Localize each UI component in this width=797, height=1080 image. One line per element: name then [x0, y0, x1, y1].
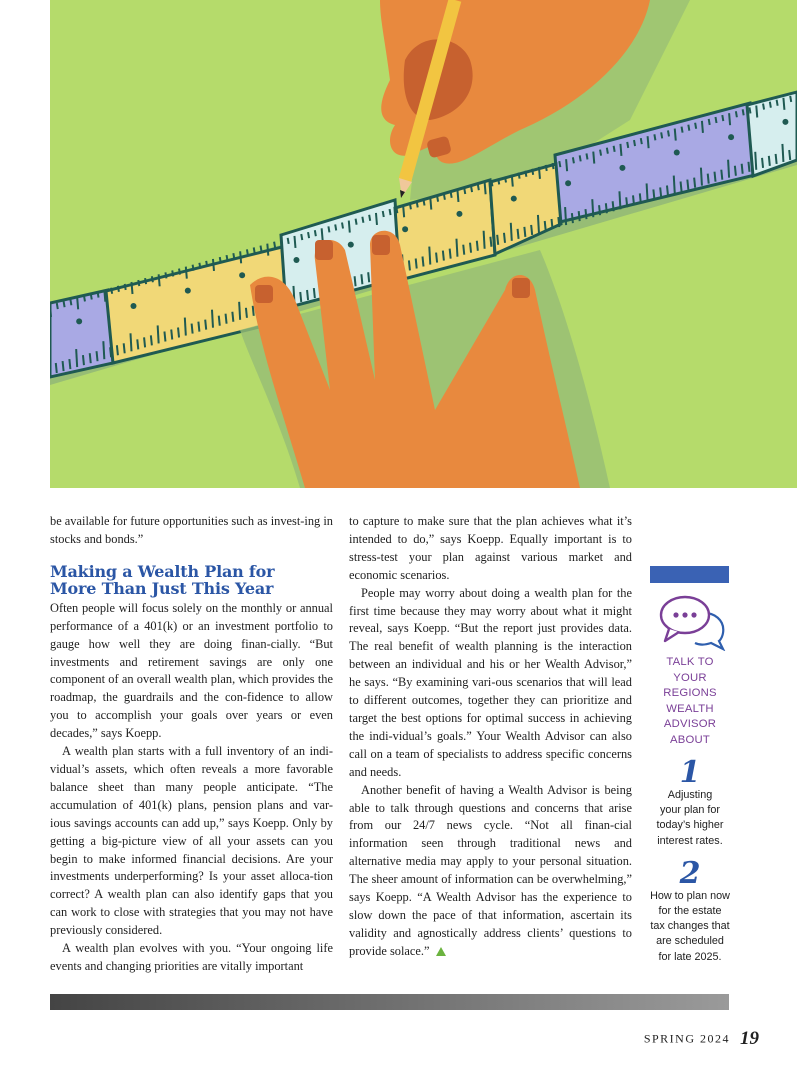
ruler-hands-illustration	[50, 0, 797, 488]
ruler-tick-top	[322, 228, 323, 240]
issue-season: SPRING 2024	[643, 1031, 730, 1046]
ruler-tick-top	[254, 247, 255, 253]
ruler-tick-bottom	[701, 168, 702, 186]
ruler-tick-top	[437, 196, 438, 202]
ruler-tick-top	[532, 169, 533, 175]
ruler-tick-top	[600, 150, 601, 156]
ruler-tick-top	[240, 251, 241, 263]
ruler-tick-top	[777, 100, 778, 106]
ruler-tick-bottom	[205, 320, 206, 330]
ruler-tick-top	[138, 280, 139, 286]
lower-middle-nail	[372, 235, 390, 255]
ruler-tick-top	[261, 246, 262, 252]
ruler-tick-top	[152, 276, 153, 282]
ruler-dot	[782, 119, 788, 125]
column2-paragraph-3	[349, 782, 632, 961]
ruler-dot	[565, 180, 571, 186]
ruler-tick-bottom	[117, 345, 118, 355]
ruler-tick-bottom	[110, 347, 111, 357]
ruler-tick-bottom	[565, 207, 566, 225]
ruler-tick-top	[328, 226, 329, 232]
ruler-tick-bottom	[626, 197, 627, 207]
article-column-2	[349, 513, 632, 961]
ruler-tick-top	[410, 203, 411, 209]
ruler-tick-bottom	[511, 223, 512, 241]
ruler-tick-bottom	[470, 243, 471, 253]
article-column-1	[50, 513, 333, 976]
ruler-tick-top	[376, 213, 377, 225]
ruler-tick-top	[566, 159, 567, 171]
ruler-tick-bottom	[640, 193, 641, 203]
ruler-tick-top	[145, 278, 146, 284]
ruler-dot	[728, 134, 734, 140]
lower-ring-nail	[315, 240, 333, 260]
ruler-dot	[456, 211, 462, 217]
ruler-tick-top	[634, 140, 635, 146]
callout-line: WEALTH	[666, 702, 714, 715]
ruler-tick-bottom	[572, 213, 573, 223]
ruler-tick-top	[648, 136, 649, 148]
column1-paragraph-1: Often people will focus solely on the monthly or annual performance of a 401(k) or an investment portfolio to gauge how well they are doing finan-cially. “But investments and retirement savings are only one component of an overall wealth plan, which provides the roadmap, the guardrails and the con-fidence to allow you to accomplish your goals over years or even decades,” says Koepp.	[50, 600, 333, 741]
ruler-tick-top	[573, 157, 574, 163]
ruler-tick-bottom	[545, 221, 546, 231]
ruler-tick-top	[233, 253, 234, 259]
ruler-tick-bottom	[76, 349, 77, 367]
ruler-tick-top	[349, 221, 350, 233]
column1-paragraph-2: A wealth plan starts with a full inventory of an indi-vidual’s assets, which often reveals a more favorable balance sheet than many people anticipate. “The accumulation of 401(k) plans, pension plans and var-ious savings accounts can add up,” says Koepp. Only by getting a big-picture view of all your assets can you begin to make informed financial decisions. Are your investments underperforming? Is your asset alloca-tion correct? A wealth plan can also identify gaps that you can work to close with strategies that you may not have previously considered.	[50, 744, 333, 938]
ruler-tick-bottom	[592, 199, 593, 217]
ruler-tick-bottom	[538, 215, 539, 233]
page-number: 19	[740, 1028, 759, 1049]
ruler-dot	[511, 196, 517, 202]
ruler-tick-top	[749, 107, 750, 113]
ruler-segment-blue-left	[50, 290, 113, 377]
sidebar-callout-text	[645, 655, 735, 748]
ruler-dot	[130, 303, 136, 309]
ruler-tick-top	[668, 130, 669, 136]
ruler-tick-top	[390, 209, 391, 215]
sidebar-item-number-1: 1	[679, 755, 701, 790]
item-line: How to plan now	[650, 889, 730, 902]
ruler-tick-bottom	[219, 316, 220, 326]
ruler-tick-bottom	[776, 154, 777, 164]
ruler-tick-top	[430, 198, 431, 210]
ruler-tick-bottom	[130, 333, 131, 351]
ruler-tick-bottom	[314, 288, 315, 298]
ruler-tick-bottom	[232, 312, 233, 322]
ruler-tick-bottom	[606, 203, 607, 213]
ruler-tick-top	[682, 127, 683, 133]
lower-thumb-nail	[512, 278, 530, 298]
ruler-tick-top	[424, 200, 425, 206]
ruler-tick-bottom	[83, 355, 84, 365]
ruler-tick-bottom	[423, 257, 424, 267]
ruler-tick-top	[91, 293, 92, 299]
ruler-tick-top	[227, 255, 228, 261]
ruler-tick-top	[688, 125, 689, 131]
sidebar-accent-bar	[650, 566, 729, 583]
ruler-tick-bottom	[708, 174, 709, 184]
ruler-tick-bottom	[735, 166, 736, 176]
ruler-tick-top	[98, 292, 99, 298]
ruler-tick-bottom	[599, 205, 600, 215]
ruler-tick-bottom	[667, 185, 668, 195]
ruler-tick-top	[702, 121, 703, 133]
ruler-tick-bottom	[355, 276, 356, 286]
ruler-tick-bottom	[558, 217, 559, 227]
ruler-tick-bottom	[769, 156, 770, 166]
item-line: today’s higher	[656, 819, 724, 832]
ruler-tick-bottom	[239, 302, 240, 320]
ruler-tick-bottom	[484, 231, 485, 249]
ruler-tick-top	[383, 211, 384, 217]
ruler-tick-top	[620, 144, 621, 156]
ruler-dot	[239, 272, 245, 278]
ruler-tick-top	[553, 163, 554, 169]
ruler-tick-bottom	[307, 290, 308, 300]
ruler-tick-top	[451, 192, 452, 198]
sidebar-item-2	[645, 889, 735, 965]
ruler-tick-top	[756, 106, 757, 118]
ruler-tick-top	[84, 295, 85, 301]
lower-pinky-nail	[255, 285, 273, 303]
ruler-tick-bottom	[681, 182, 682, 192]
ruler-tick-top	[64, 301, 65, 307]
ruler-tick-bottom	[789, 150, 790, 160]
ruler-tick-bottom	[477, 241, 478, 251]
ruler-tick-top	[709, 119, 710, 125]
ruler-tick-top	[301, 234, 302, 240]
page-folio	[644, 1028, 759, 1050]
ruler-tick-top	[50, 305, 51, 317]
ruler-tick-top	[763, 104, 764, 110]
ruler-tick-bottom	[164, 331, 165, 341]
ruler-tick-top	[485, 182, 486, 194]
ruler-tick-top	[654, 134, 655, 140]
ruler-tick-bottom	[158, 325, 159, 343]
speech-bubbles-icon	[645, 593, 735, 651]
ruler-tick-top	[356, 219, 357, 225]
ruler-dot	[619, 165, 625, 171]
ruler-tick-bottom	[226, 314, 227, 324]
ruler-tick-bottom	[368, 272, 369, 282]
ruler-tick-bottom	[63, 361, 64, 371]
ruler-tick-top	[519, 173, 520, 179]
ruler-segment-cyan-right	[747, 92, 797, 176]
ruler-tick-bottom	[531, 225, 532, 235]
ruler-tick-top	[661, 132, 662, 138]
ruler-tick-top	[512, 175, 513, 187]
ruler-tick-bottom	[694, 178, 695, 188]
ruler-tick-top	[607, 148, 608, 154]
ruler-tick-top	[70, 299, 71, 305]
ruler-tick-bottom	[755, 152, 756, 170]
ruler-dot	[76, 318, 82, 324]
ruler-tick-bottom	[782, 144, 783, 162]
ruler-tick-top	[716, 117, 717, 123]
ruler-tick-bottom	[585, 209, 586, 219]
ruler-tick-top	[308, 232, 309, 238]
callout-line: TALK TO	[666, 656, 714, 668]
item-line: tax changes that	[650, 920, 730, 933]
ruler-tick-top	[580, 155, 581, 161]
ruler-tick-bottom	[653, 189, 654, 199]
ruler-tick-top	[491, 180, 492, 186]
heading-line-1: Making a Wealth Plan for	[50, 561, 275, 581]
item-line: Adjusting	[667, 789, 713, 801]
ruler-tick-top	[417, 201, 418, 207]
ruler-tick-bottom	[124, 343, 125, 353]
ruler-tick-bottom	[660, 187, 661, 197]
ruler-tick-bottom	[192, 324, 193, 334]
ruler-tick-bottom	[613, 201, 614, 211]
ruler-tick-top	[546, 165, 547, 171]
item-line: interest rates.	[657, 834, 723, 847]
end-of-article-triangle-icon	[436, 947, 446, 956]
ruler-tick-bottom	[409, 260, 410, 270]
ruler-tick-bottom	[212, 310, 213, 328]
ruler-tick-bottom	[300, 292, 301, 302]
ruler-tick-bottom	[178, 328, 179, 338]
ruler-tick-bottom	[69, 359, 70, 369]
ruler-tick-top	[464, 188, 465, 194]
ruler-tick-bottom	[762, 158, 763, 168]
item-line: are scheduled	[656, 935, 724, 948]
ruler-tick-bottom	[552, 219, 553, 229]
ruler-tick-bottom	[198, 322, 199, 332]
ruler-tick-top	[770, 102, 771, 108]
ruler-tick-top	[131, 282, 132, 294]
ruler-tick-top	[471, 186, 472, 192]
ruler-tick-bottom	[524, 227, 525, 237]
ruler-tick-top	[288, 238, 289, 244]
ruler-tick-top	[457, 190, 458, 202]
ruler-tick-top	[247, 249, 248, 255]
ruler-tick-bottom	[742, 164, 743, 174]
ruler-dot	[185, 288, 191, 294]
ruler-tick-top	[403, 205, 404, 217]
ruler-tick-bottom	[647, 183, 648, 201]
sidebar-item-number-2: 2	[679, 855, 701, 891]
column1-paragraph-3: A wealth plan evolves with you. “Your ongoing life events and changing priorities are vitally important	[50, 941, 333, 973]
callout-line: ADVISOR ABOUT	[663, 718, 717, 746]
ruler-tick-top	[586, 153, 587, 159]
ruler-tick-bottom	[450, 249, 451, 259]
ruler-tick-bottom	[463, 245, 464, 255]
ruler-tick-bottom	[171, 329, 172, 339]
ruler-tick-bottom	[137, 339, 138, 349]
ruler-tick-top	[478, 184, 479, 190]
ruler-tick-top	[369, 215, 370, 221]
footer-gradient-bar	[50, 994, 729, 1010]
column2-paragraph-3-text: Another benefit of having a Wealth Advisor is being able to talk through questions and concerns that arise from our 24/7 news cycle. “Not all finan-cial information seen through traditional news and alternative media may apply to your personal situation. The sheer amount of information can be overwhelming,” says Koepp. “A Wealth Advisor has the experience to slow down the pace of that information, ascertain its validity and agnostically address clients’ questions to provide solace.”	[349, 782, 632, 958]
item-line: for late 2025.	[658, 950, 722, 963]
sidebar-callout	[645, 566, 735, 965]
ruler-tick-top	[57, 303, 58, 309]
ruler-tick-top	[539, 167, 540, 179]
ruler-tick-top	[335, 224, 336, 230]
ruler-tick-top	[165, 272, 166, 278]
ruler-tick-bottom	[185, 318, 186, 336]
ruler-tick-bottom	[721, 170, 722, 180]
ruler-tick-top	[729, 113, 730, 125]
ruler-tick-bottom	[497, 235, 498, 245]
ruler-tick-bottom	[253, 306, 254, 316]
ruler-tick-bottom	[633, 195, 634, 205]
ruler-tick-top	[783, 98, 784, 110]
ruler-tick-bottom	[456, 239, 457, 257]
ruler-tick-bottom	[90, 353, 91, 363]
sidebar-item-1	[645, 788, 735, 849]
ruler-tick-top	[206, 261, 207, 267]
column2-paragraph-1: to capture to make sure that the plan achieves what it’s intended to do,” says Koepp. Equally important is to stress-test your plan against various market and economic scenarios.	[349, 514, 632, 582]
ruler-tick-top	[186, 267, 187, 279]
ruler-tick-top	[342, 223, 343, 229]
ruler-tick-bottom	[429, 247, 430, 265]
ruler-tick-bottom	[518, 229, 519, 239]
ruler-tick-top	[790, 96, 791, 102]
ruler-tick-top	[104, 290, 105, 302]
ruler-tick-bottom	[144, 337, 145, 347]
ruler-tick-top	[159, 274, 160, 286]
ruler-tick-top	[213, 259, 214, 271]
ruler-tick-top	[736, 111, 737, 117]
ruler-tick-top	[498, 178, 499, 184]
ruler-tick-top	[525, 171, 526, 177]
ruler-dot	[293, 257, 299, 263]
ruler-tick-top	[294, 236, 295, 248]
ruler-dot	[674, 150, 680, 156]
ruler-tick-top	[444, 194, 445, 200]
ruler-tick-top	[559, 161, 560, 167]
ruler-tick-top	[362, 217, 363, 223]
ruler-tick-top	[111, 288, 112, 294]
ruler-tick-top	[614, 146, 615, 152]
ruler-tick-bottom	[687, 180, 688, 190]
ruler-tick-bottom	[715, 172, 716, 182]
ruler-tick-bottom	[56, 363, 57, 373]
ruler-dot	[348, 242, 354, 248]
ruler-tick-bottom	[246, 308, 247, 318]
ruler-tick-bottom	[97, 351, 98, 361]
ruler-tick-bottom	[579, 211, 580, 221]
ruler-tick-bottom	[619, 191, 620, 209]
ruler-tick-top	[179, 269, 180, 275]
ruler-tick-top	[267, 244, 268, 256]
ruler-tick-bottom	[674, 176, 675, 194]
ruler-tick-bottom	[490, 237, 491, 247]
ruler-tick-bottom	[504, 233, 505, 243]
ruler-tick-top	[125, 284, 126, 290]
ruler-tick-bottom	[103, 341, 104, 359]
ruler-tick-bottom	[151, 335, 152, 345]
ruler-tick-bottom	[748, 162, 749, 172]
callout-line: YOUR REGIONS	[663, 671, 717, 699]
section-heading	[50, 563, 333, 597]
heading-line-2: More Than Just This Year	[50, 578, 274, 598]
ruler-tick-top	[675, 129, 676, 141]
ruler-tick-top	[743, 109, 744, 115]
ruler-tick-top	[627, 142, 628, 148]
ruler-tick-bottom	[416, 258, 417, 268]
ruler-tick-top	[193, 265, 194, 271]
ruler-tick-top	[118, 286, 119, 292]
ruler-tick-top	[722, 115, 723, 121]
ruler-tick-bottom	[361, 274, 362, 284]
ruler-tick-top	[641, 138, 642, 144]
ruler-tick-top	[315, 230, 316, 236]
ruler-tick-top	[281, 240, 282, 246]
ruler-tick-top	[220, 257, 221, 263]
ruler-tick-bottom	[436, 253, 437, 263]
ruler-tick-top	[77, 297, 78, 309]
item-line: for the estate	[658, 905, 722, 918]
ruler-tick-top	[274, 242, 275, 248]
ruler-tick-top	[172, 270, 173, 276]
ruler-tick-top	[695, 123, 696, 129]
ruler-tick-top	[199, 263, 200, 269]
ruler-tick-bottom	[728, 160, 729, 178]
ruler-tick-bottom	[443, 251, 444, 261]
ruler-tick-top	[505, 176, 506, 182]
column1-lead-paragraph: be available for future opportunities such as invest-ing in stocks and bonds.”	[50, 514, 333, 546]
item-line: your plan for	[659, 804, 720, 817]
ruler-dot	[402, 226, 408, 232]
column2-paragraph-2: People may worry about doing a wealth plan for the first time because they may worry about what it might reveal, says Koepp. “But the report just provides data. The real benefit of wealth planning is the interaction between an individual and his or her Wealth Advisor,” he says. “By examining vari-ous scenarios that will lead to different outcomes, together they can prioritize and target the best options for optimal success in achieving the indi-vidual’s goals.” Your Wealth Advisor can also call on a team of specialists to address specific concerns and needs.	[349, 585, 632, 779]
ruler-tick-top	[396, 207, 397, 213]
ruler-tick-top	[593, 152, 594, 164]
